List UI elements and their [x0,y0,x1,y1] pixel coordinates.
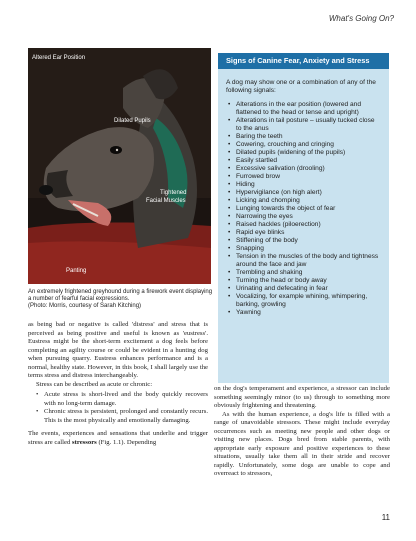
list-item: • Easily startled [228,157,381,165]
sidebar-intro: A dog may show one or a combination of any of the following signals: [226,79,376,94]
list-item: • Rapid eye blinks [228,229,381,237]
stress-types-list [28,391,208,425]
right-text-column [214,385,390,479]
list-item: • Snapping [228,245,381,253]
list-item: • Chronic stress is persistent, prolonged and constantly recurs. This is the most physically and emotionally damaging. [36,408,208,425]
list-item: • Licking and chomping [228,197,381,205]
list-item: • Stiffening of the body [228,237,381,245]
list-item: • Turning the head or body away [228,277,381,285]
label-facial-muscles: Facial Muscles [146,198,186,204]
list-item: • Dilated pupils (widening of the pupils) [228,149,381,157]
label-altered-ear-position: Altered Ear Position [32,55,86,61]
list-item: • Urinating and defecating in fear [228,285,381,293]
list-item: • Lunging towards the object of fear [228,205,381,213]
paragraph [28,430,208,447]
list-item: • Cowering, crouching and cringing [228,141,381,149]
paragraph: as being bad or negative is called 'distress' and stress that is perceived as being positive and useful is known as 'eustress'. Eustress might be the short-term excitement a dog feels before completing an agility course or could be evident in a hunting dog when pursuing quarry. Eustress enhances performance and is a normal, healthy state. However, in this book, I shall largely use the terms stress and distress interchangeably. [28,321,208,379]
list-item: • Narrowing the eyes [228,213,381,221]
term-stressors: stressors [72,438,97,446]
list-item: • Raised hackles (piloerection) [228,221,381,229]
caption-text: An extremely frightened greyhound during a firework event displaying a number of fearful facial expressions. [28,289,213,302]
greyhound-illustration [28,48,211,284]
list-item: • Hypervigilance (on high alert) [228,189,381,197]
label-panting: Panting [66,268,87,274]
page-number: 11 [381,513,390,522]
label-dilated-pupils: Dilated Pupils [114,118,151,124]
paragraph-text: The events, experiences and sensations that underlie and trigger stress are called [28,430,208,446]
paragraph: Stress can be described as acute or chronic: [36,380,153,388]
left-text-column [28,321,208,447]
list-item: • Excessive salivation (drooling) [228,165,381,173]
paragraph: on the dog's temperament and experience, a stressor can include something seemingly minor (to us) through to something more obviously frightening and threatening. [214,385,390,409]
list-item: • Alterations in the ear position (lowered and flattened to the head or tense and upright) [228,101,381,117]
greyhound-photo [28,48,211,284]
signal-list [218,101,389,317]
list-item: • Trembling and shaking [228,269,381,277]
paragraph-text: (Fig. 1.1). Depending [96,438,157,446]
paragraph: As with the human experience, a dog's life is filled with a range of unavoidable stressors. These might include everyday occurrences such as meeting new people and other dogs or visiting new places. Dogs bred from stable parents, with appropriate early exposure and positive experiences to these situations, usually take them all in their stride and recover rapidly. Unfortunately, some dogs are unable to cope and overreact to stressors, [214,410,390,477]
running-head: What's Going On? [328,14,394,23]
list-item: • Baring the teeth [228,133,381,141]
list-item: • Alterations in tail posture – usually tucked close to the anus [228,117,381,133]
list-item: • Tension in the muscles of the body and tightness around the face and jaw [228,253,381,269]
list-item: • Furrowed brow [228,173,381,181]
sidebar-title: Signs of Canine Fear, Anxiety and Stress [218,53,389,69]
signs-sidebar-box [218,53,389,383]
list-item: • Vocalizing, for example whining, whimpering, barking, growling [228,293,381,309]
label-tightened: Tightened [160,190,187,196]
list-item: • Acute stress is short-lived and the body quickly recovers with no long-term damage. [36,391,208,408]
caption-credit: (Photo: Morris, courtesy of Sarah Kitching) [28,303,142,309]
photo-caption [28,289,213,310]
list-item: • Yawning [228,309,381,317]
list-item: • Hiding [228,181,381,189]
